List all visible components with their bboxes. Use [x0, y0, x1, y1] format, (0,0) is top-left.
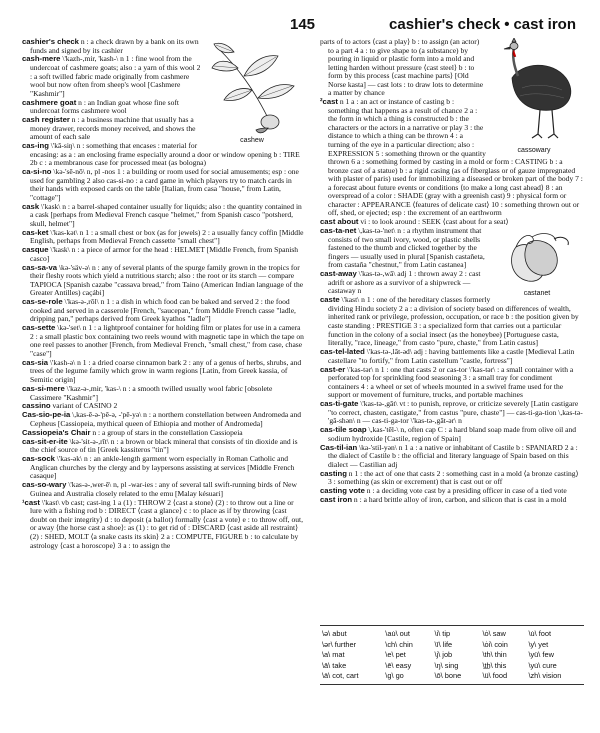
entry	[320, 496, 584, 505]
pronunciation-cell: \u̇\ foot	[528, 629, 552, 638]
pronunciation-cell: \e\ pet	[385, 650, 406, 660]
entry	[22, 359, 304, 385]
headword: cash-mere	[22, 54, 61, 64]
headword: cast-away	[320, 269, 357, 279]
definition: n : a business machine that usually has a money drawer, records money received, and shows the amount of each sale	[30, 115, 196, 142]
entry	[320, 444, 584, 470]
headword: Cassiopeia's Chair	[22, 427, 91, 437]
left-column	[22, 38, 304, 550]
definition: \'kazh-,mir, 'kash-\ n 1 : fine wool from the undercoat of cashmere goats; also : a yarn of this wool 2 : a soft twilled fabric made originally from cashmere wool but now often from sheep's wool [Cashmere "Kashmir"]	[30, 54, 201, 98]
entry	[22, 411, 304, 428]
pronunciation-row	[320, 629, 584, 640]
headword: cast about	[320, 217, 359, 227]
pronunciation-cell: \g\ go	[385, 671, 404, 681]
definition: \'kask\ n : a piece of armor for the head : HELMET [Middle French, from Spanish casco]	[30, 245, 299, 263]
cashew-illustration	[208, 38, 304, 146]
definition: \,kas-'tēl-\ n, often cap C : a hard bland soap made from olive oil and sodium hydroxide [Castile, region of Spain]	[328, 425, 577, 443]
guide-bullet: •	[504, 16, 510, 33]
headword: cash register	[22, 115, 70, 125]
pronunciation-cell: \yü\ few	[528, 650, 554, 660]
pronunciation-cell: \ā\ take	[322, 660, 347, 670]
definition: n 1 a : an act or instance of casting b : something that happens as a result of chance 2 a : the form in which a thing is constructed b : the characters or the actors in a narrative or play 3 : the distance to which a thing can be thrown 4 : a turning of the eye in a particular direction; also : EXPRESSION 5 : something thrown or the quantity thrown 6 a : something formed by casting in a mold or form : CASTING b : a bronze cast of a statue) b : a rigid casing (as of fiberglass or of gauze impregnated with plaster of paris) used for immobilizing a diseased or broken part of the body 7 : a forecast about future events or conditions ⟨to make a long cast ahead⟩ 8 : an overspread of a color : SHADE (gray with a greenish cast) 9 : physical form or character : APPEARANCE ⟨features of delicate cast⟩ 10 : something thrown out or off, shed, or ejected; esp : the excrement of an earthworm	[328, 97, 583, 218]
definition: \'kast\ vb cast; cast-ing 1 a (1) : THROW 2 ⟨cast a stone⟩ (2) : to throw out a line or lure with a fishing rod b : DIRECT ⟨cast a glance⟩ c : to place as if by throwing ⟨cast doubt on their integrity⟩ d : to deposit (a ballot) formally ⟨cast a vote⟩ e : to throw off, out, or away ⟨the horse cast a shoe⟩: as (1) : to get rid of : DISCARD ⟨cast aside all restraint⟩ (2) : SHED, MOLT ⟨a snake casts its skin⟩ 2 a : COMPUTE, FIGURE b : to calculate by astrology ⟨cast a horoscope⟩ 3 a : to assign the	[30, 497, 303, 550]
definition: \'kas-tə-,wā\ adj 1 : thrown away 2 : cast adrift or ashore as a survivor of a shipwreck — castaway n	[328, 269, 481, 296]
pronunciation-cell: \th\ thin	[482, 650, 507, 660]
cashew-caption: cashew	[240, 137, 264, 144]
definition: \'kast\ n 1 : one of the hereditary classes formerly dividing Hindu society 2 a : a division of society based on differences of wealth, inherited rank or privilege, profession, occupation, or race b : the position given by caste standing : PRESTIGE 3 : a specialized form that carries out a particular function in the colony of a social insect (as the honeybee) [Portuguese casta, literally, "race, lineage," from casto "pure, chaste," from Latin castus]	[328, 295, 579, 348]
headword: ca-si-no	[22, 167, 52, 177]
entry	[22, 246, 304, 263]
definition: \kə-'sit-ə-,rīt\ n : a brown or black mineral that consists of tin dioxide and is the chief source of tin [Greek kassiteros "tin"]	[30, 436, 298, 455]
headword: cashier's check	[22, 37, 79, 46]
entry	[22, 455, 304, 481]
entry	[320, 470, 584, 487]
pronunciation-cell: \yu̇\ cure	[528, 660, 557, 670]
entry	[320, 296, 584, 347]
pronunciation-cell: \j\ job	[434, 650, 453, 660]
headword: cast iron	[320, 495, 353, 505]
cassowary-bird-icon	[492, 38, 582, 146]
cashew-branch-icon	[208, 38, 300, 136]
entry	[22, 438, 304, 455]
definition: \kə-'set\ n 1 : a lightproof container for holding film or plates for use in a camera 2 : a small plastic box containing two reels wound with magnetic tape in which the tape on one reel passes to another [French, from Medieval French, "small chest," from case, chase "case"]	[30, 323, 304, 358]
pronunciation-cell: \ē\ easy	[385, 660, 412, 670]
headword: cas-so-wary	[22, 480, 67, 490]
headword: cas-ta-net	[320, 226, 357, 236]
definition: n : an Indian goat whose fine soft undercoat forms cashmere wool	[30, 97, 179, 116]
definition: n : a check drawn by a bank on its own funds and signed by its cashier	[30, 37, 199, 55]
definition: \'kas-tə-,lāt-əd\ adj : having battlements like a castle [Medieval Latin castellare "to fortify," from Latin castellum "castle, fortress"]	[328, 347, 575, 365]
definition: \'kaz-ə-,mir, 'kas-\ n : a smooth twilled usually wool fabric [obsolete Cassimere "Kashmir"]	[30, 383, 273, 402]
entry	[22, 385, 304, 402]
definition: \'kā-siŋ\ n : something that encases : material for encasing: as a : an enclosing frame especially around a door or window opening b : TIRE 2b c : a membranous case for processed meat (as bologna)	[30, 141, 300, 168]
headword: cask	[22, 201, 40, 211]
pronunciation-key	[320, 625, 584, 685]
headword: Cas-til-ian	[320, 442, 358, 452]
cassowary-illustration	[492, 38, 584, 156]
headword: cas-sit-er-ite	[22, 436, 68, 446]
headword: cassino	[22, 401, 51, 411]
castanet-illustration	[498, 227, 584, 299]
entry	[320, 348, 584, 365]
definition: variant of CASINO 2	[50, 401, 118, 411]
definition: \'kas-tə-,gāt\ vt : to punish, reprove, or criticize severely [Latin castigare "to correct, chasten, castigate," from castus "pure, chaste"] — cas-ti-ga-tion \,kas-tə-'gā-shən\ n — cas-ti-ga-tor \'kas-tə-,gāt-ər\ n	[328, 399, 583, 426]
definition: \ka-'stil-yən\ n 1 a : a native or inhabitant of Castile b : SPANIARD 2 a : the dialect of Castile b : the official and literary language of Spain based on this dialect — Castilian adj	[328, 442, 578, 469]
definition: \'kas-kət\ n 1 : a small chest or box (as for jewels) 2 : a usually fancy coffin [Middle English, perhaps from Medieval French cassette "small chest"]	[30, 227, 304, 246]
entry	[22, 481, 304, 498]
page-header	[0, 14, 600, 36]
headword: cas-ket	[22, 227, 49, 237]
definition: parts of to actors ⟨cast a play⟩ b : to assign (an actor) to a part 4 a : to give shape to (a substance) by pouring in liquid or plastic form into a mold and letting harden without pressure ⟨cast steel⟩ b : to form by this process ⟨cast machine parts⟩ [Old Norse kasta] — cast lots : to draw lots to determine a matter by chance	[320, 37, 484, 98]
headword: cas-sock	[22, 454, 55, 464]
cassowary-caption: cassowary	[517, 147, 551, 154]
definition: \'kas-ə-,wer-ē\ n, pl -war-ies : any of several tall swift-running birds of New Guinea and Australia closely related to the emu [Malay késuari]	[30, 480, 297, 498]
definition: n 1 : the act of one that casts 2 : something cast in a mold ⟨a bronze casting⟩ 3 : something (as skin or excrement) that is cast out or off	[328, 468, 579, 487]
definition: vi : to look around : SEEK ⟨cast about for a seat⟩	[358, 217, 509, 227]
pronunciation-cell: \zh\ vision	[528, 671, 562, 681]
definition: n : a deciding vote cast by a presiding officer in case of a tied vote	[364, 486, 567, 496]
guide-word-first: cashier's check	[389, 16, 501, 33]
headword: ¹cast	[22, 497, 40, 507]
headword: cas-ti-gate	[320, 399, 359, 409]
pronunciation-cell: \i\ tip	[434, 629, 451, 638]
guide-words	[389, 16, 576, 33]
entry	[320, 426, 584, 443]
headword: casting vote	[320, 486, 365, 496]
definition: \'kas-ə-,rōl\ n 1 : a dish in which food can be baked and served 2 : the food cooked and served in a casserole [French, "saucepan," from Middle French casse "ladle, dripping pan," perhaps derived from Greek kyathos "ladle"]	[30, 297, 296, 324]
pronunciation-row	[320, 650, 584, 661]
castanet-caption: castanet	[523, 290, 551, 298]
entry	[320, 366, 584, 400]
page-number: 145	[290, 16, 316, 33]
pronunciation-cell: \ä\ cot, cart	[322, 671, 359, 681]
headword: cas-tile soap	[320, 425, 367, 435]
pronunciation-cell: \ȯi\ coin	[482, 639, 508, 649]
right-column	[320, 38, 584, 505]
pronunciation-cell: \a\ mat	[322, 650, 345, 660]
pronunciation-cell: \t͟h\ this	[482, 660, 507, 670]
headword: ²cast	[320, 97, 338, 107]
castanet-icon	[498, 227, 578, 289]
headword: caste	[320, 295, 340, 305]
pronunciation-cell: \ō\ bone	[434, 671, 462, 681]
definition: \,kas-ē-ə-'pē-ə, -'pē-yə\ n : a northern constellation between Andromeda and Cepheus [Cassiopeia, mythical queen of Ethiopia and mother of Andromeda]	[30, 410, 301, 428]
pronunciation-cell: \ȯ\ saw	[482, 629, 506, 638]
pronunciation-cell: \ü\ food	[482, 671, 508, 681]
pronunciation-row	[320, 640, 584, 651]
headword: Cas-sio-pe-ia	[22, 410, 71, 420]
entry	[22, 499, 304, 550]
headword: casque	[22, 245, 49, 255]
definition: \kə-'säv-ə\ n : any of several plants of the spurge family grown in the tropics for their fleshy roots which yield a nutritious starch; also : the root or its starch — compare TAPIOCA [Spanish cazabe "cassava bread," from Taino (American Indian language of the Greater Antilles) caçábi]	[30, 262, 304, 298]
headword: cas-ing	[22, 141, 49, 151]
entry	[22, 229, 304, 246]
pronunciation-cell: \ər\ further	[322, 639, 357, 649]
definition: \,kas-tə-'net\ n : a rhythm instrument that consists of two small ivory, wood, or plastic shells fastened to the thumb and clicked together by the fingers — usually used in plural [Spanish castañeta, from castaña "chestnut," from Latin castanea]	[328, 226, 485, 270]
entry	[320, 400, 584, 426]
pronunciation-cell: \ə\ abut	[322, 629, 347, 638]
definition: \'kash-ə\ n 1 : a dried coarse cinnamon bark 2 : any of a genus of herbs, shrubs, and trees of the legume family which grow in warm regions [Latin, from Greek kassia, of Semitic origin]	[30, 357, 302, 385]
headword: cas-tel-lated	[320, 347, 365, 357]
headword: cast-er	[320, 364, 346, 374]
definition: \kə-'sē-nō\ n, pl -nos 1 : a building or room used for social amusements; esp : one used for gambling 2 also cas-si-no : a card game in which players try to match cards in their hands with exposed cards on the table [Italian, from casa "house," from Latin, "cottage"]	[30, 167, 299, 202]
definition: \'kas-tər\ n 1 : one that casts 2 or cas-tor \'kas-tər\ : a small container with a perforated top for sprinkling food seasoning 3 : a small tray for condiment containers 4 : a wheel or set of wheels mounted in a swivel frame used for the support or movement of furniture, trucks, and portable machines	[328, 364, 574, 400]
definition: \'kask\ n : a barrel-shaped container usually for liquids; also : the quantity contained in a cask [perhaps from Medieval French casque "helmet," from Spanish casco "potsherd, skull, helmet"]	[30, 201, 302, 228]
pronunciation-cell: \ŋ\ sing	[434, 660, 459, 670]
pronunciation-cell: \au̇\ out	[385, 629, 410, 638]
headword: cas-sia	[22, 357, 49, 367]
headword: cas-se-role	[22, 297, 63, 307]
entry	[22, 203, 304, 229]
entry	[22, 324, 304, 358]
pronunciation-key-table	[320, 629, 584, 682]
pronunciation-row	[320, 661, 584, 672]
headword: cas-si-mere	[22, 383, 65, 393]
guide-word-last: cast iron	[513, 16, 576, 33]
headword: cas-sette	[22, 323, 56, 333]
definition: n : a group of stars in the constellation Cassiopeia	[90, 427, 243, 437]
definition: n : a hard brittle alloy of iron, carbon, and silicon that is cast in a mold	[352, 495, 567, 505]
pronunciation-cell: \ī\ life	[434, 639, 453, 649]
headword: casting	[320, 468, 347, 478]
entry	[22, 168, 304, 202]
entry	[22, 142, 304, 168]
pronunciation-cell: \y\ yet	[528, 639, 549, 649]
pronunciation-cell: \ch\ chin	[385, 639, 413, 649]
entry	[22, 298, 304, 324]
pronunciation-row	[320, 671, 584, 682]
headword: cas-sa-va	[22, 262, 58, 272]
headword: cashmere goat	[22, 97, 77, 107]
entry	[22, 264, 304, 298]
definition: \'kas-ək\ n : an ankle-length garment worn especially in Roman Catholic and Anglican churches by the clergy and by laypersons assisting at services [Middle French casaque]	[30, 454, 295, 481]
